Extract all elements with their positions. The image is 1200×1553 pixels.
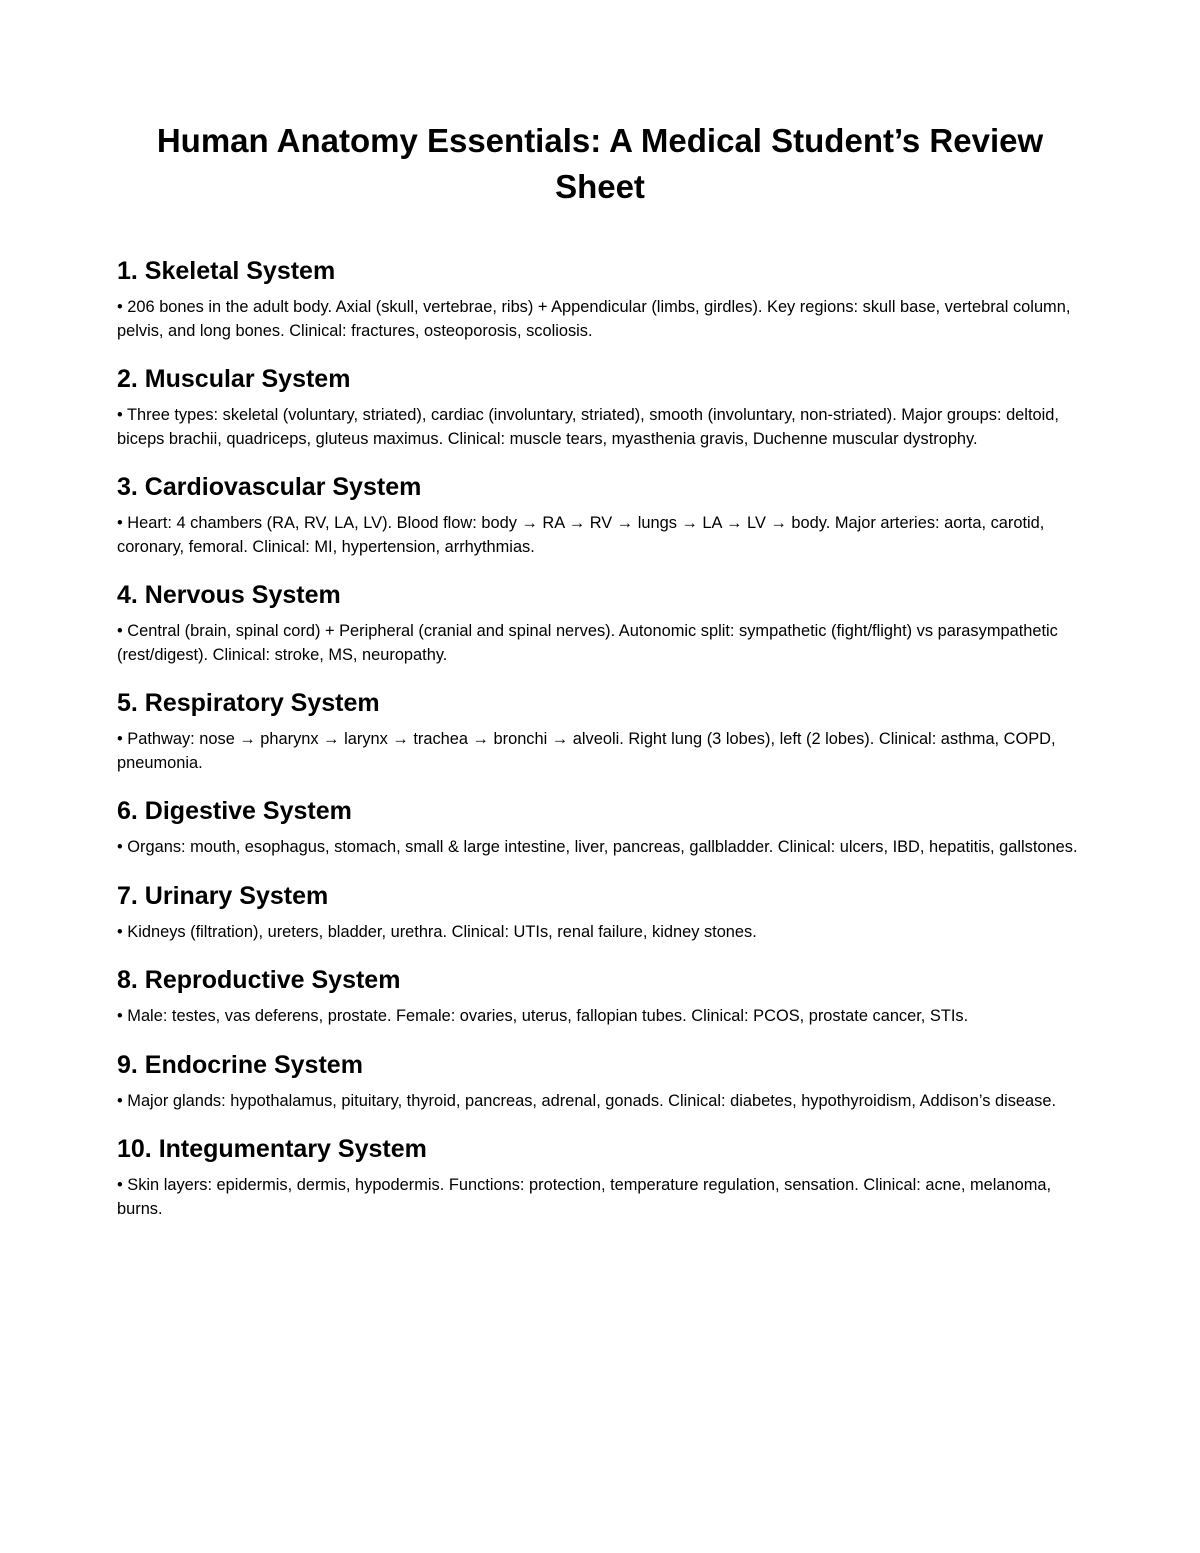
- section-heading: 1. Skeletal System: [117, 257, 336, 285]
- section-body: • Major glands: hypothalamus, pituitary, thyroid, pancreas, adrenal, gonads. Clinical: diabetes, hypothyroidism, Addison’s disease.: [117, 1091, 1057, 1110]
- section-heading: 5. Respiratory System: [117, 689, 380, 717]
- section-digestive-system: [117, 794, 1083, 860]
- section-integumentary-system: [117, 1132, 1083, 1221]
- section-heading: 10. Integumentary System: [117, 1135, 427, 1163]
- section-heading: 3. Cardiovascular System: [117, 473, 422, 501]
- section-urinary-system: [117, 879, 1083, 945]
- section-body: • Organs: mouth, esophagus, stomach, small & large intestine, liver, pancreas, gallbladder. Clinical: ulcers, IBD, hepatitis, gallstones.: [117, 838, 1078, 856]
- section-endocrine-system: [117, 1048, 1083, 1114]
- section-body: • Skin layers: epidermis, dermis, hypodermis. Functions: protection, temperature regulation, sensation. Clinical: acne, melanoma, burns.: [117, 1176, 1052, 1218]
- section-cardiovascular-system: [117, 470, 1083, 559]
- section-heading: 2. Muscular System: [117, 365, 351, 393]
- section-nervous-system: [117, 578, 1083, 667]
- document-title: Human Anatomy Essentials: A Medical Student’s Review Sheet: [156, 122, 1044, 205]
- section-heading: 7. Urinary System: [117, 881, 329, 910]
- section-respiratory-system: [117, 686, 1083, 775]
- section-muscular-system: [117, 362, 1083, 451]
- section-heading: 4. Nervous System: [117, 581, 341, 609]
- section-reproductive-system: [117, 963, 1083, 1029]
- section-body: • Pathway: nose → pharynx → larynx → trachea → bronchi → alveoli. Right lung (3 lobes), left (2 lobes). Clinical: asthma, COPD, pneumonia.: [117, 730, 1056, 772]
- section-heading: 9. Endocrine System: [117, 1050, 363, 1079]
- section-body: • 206 bones in the adult body. Axial (skull, vertebrae, ribs) + Appendicular (limbs, girdles). Key regions: skull base, vertebral column, pelvis, and long bones. Clinical: fractures, osteoporosis, scoliosis.: [117, 298, 1071, 340]
- section-body: • Kidneys (filtration), ureters, bladder, urethra. Clinical: UTIs, renal failure, kidney stones.: [117, 922, 757, 941]
- section-body: • Male: testes, vas deferens, prostate. Female: ovaries, uterus, fallopian tubes. Clinical: PCOS, prostate cancer, STIs.: [117, 1007, 969, 1025]
- section-body: • Central (brain, spinal cord) + Peripheral (cranial and spinal nerves). Autonomic split: sympathetic (fight/flight) vs parasympathetic (rest/digest). Clinical: stroke, MS, neuropathy.: [117, 622, 1058, 664]
- section-skeletal-system: [117, 254, 1083, 343]
- section-body: • Three types: skeletal (voluntary, striated), cardiac (involuntary, striated), smooth (involuntary, non-striated). Major groups: deltoid, biceps brachii, quadriceps, gluteus maximus. Clinical: muscle tears, myasthenia gravis, Duchenne muscular dystrophy.: [117, 406, 1059, 448]
- section-body: • Heart: 4 chambers (RA, RV, LA, LV). Blood flow: body → RA → RV → lungs → LA → LV → body. Major arteries: aorta, carotid, coronary, femoral. Clinical: MI, hypertension, arrhythmias.: [117, 514, 1045, 556]
- section-heading: 6. Digestive System: [117, 797, 352, 825]
- section-heading: 8. Reproductive System: [117, 966, 401, 994]
